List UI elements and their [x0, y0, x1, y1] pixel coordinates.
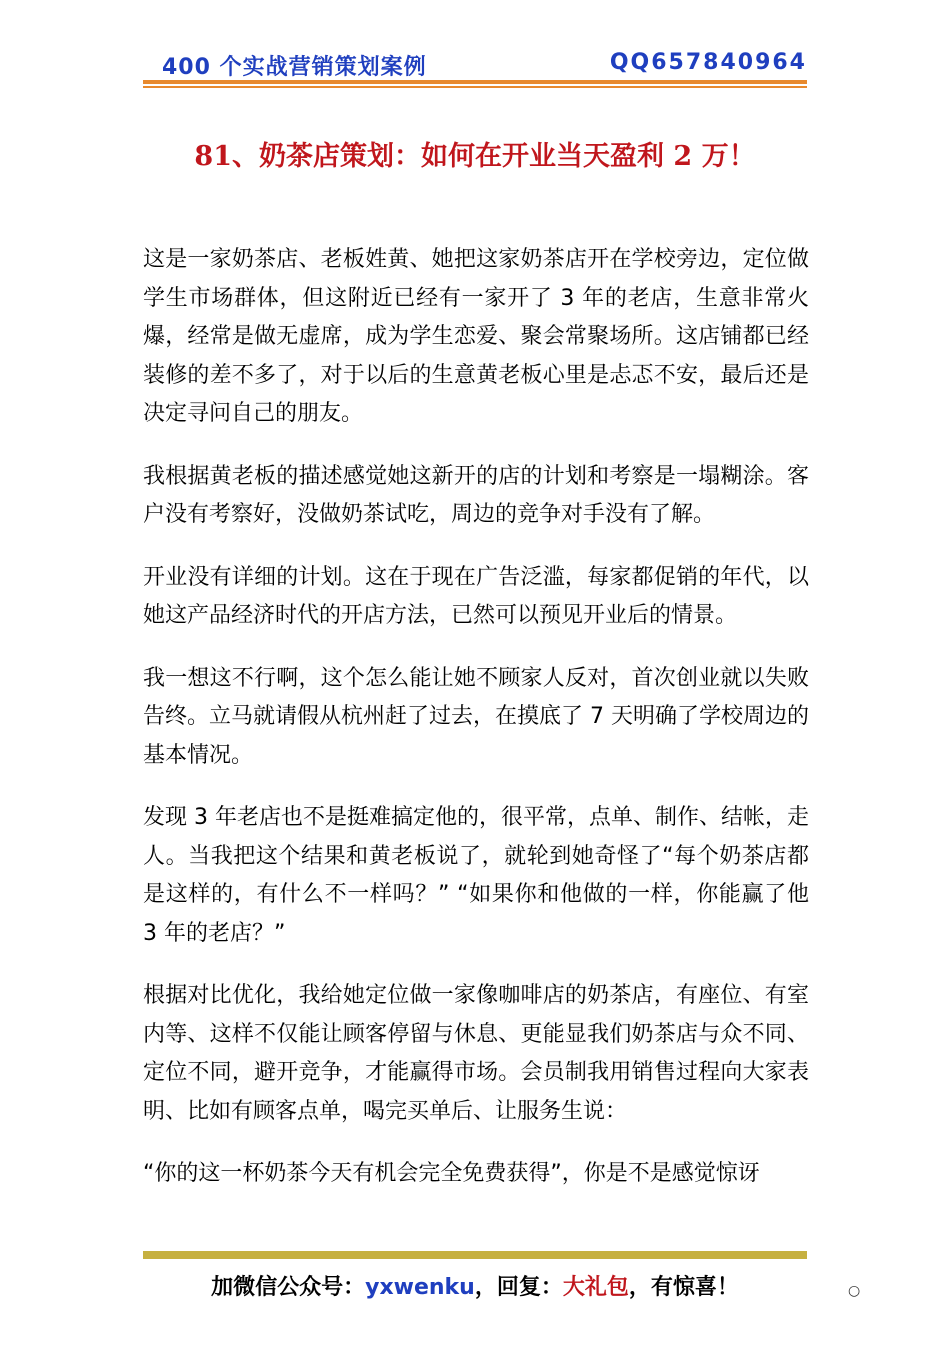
paragraph: 我根据黄老板的描述感觉她这新开的店的计划和考察是一塌糊涂。客户没有考察好，没做奶茶试吃，周边的竞争对手没有了解。	[143, 463, 809, 527]
footer-account: yxwenku	[365, 1275, 475, 1300]
footer-middle: ，回复：	[474, 1275, 563, 1300]
paragraph: 这是一家奶茶店、老板姓黄、她把这家奶茶店开在学校旁边，定位做学生市场群体，但这附近已经有一家开了 3 年的老店，生意非常火爆，经常是做无虚席，成为学生恋爱、聚会常聚场所。这店铺都已经装修的差不多了，对于以后的生意黄老板心里是忐忑不安，最后还是决定寻问自己的朋友。	[143, 247, 809, 426]
paragraph: 我一想这不行啊，这个怎么能让她不顾家人反对，首次创业就以失败告终。立马就请假从杭州赶了过去，在摸底了 7 天明确了学校周边的基本情况。	[143, 665, 809, 768]
footer-keyword: 大礼包	[562, 1275, 629, 1300]
footer-suffix: ，有惊喜！	[628, 1275, 739, 1300]
header-title: 400 个实战营销策划案例	[162, 55, 427, 80]
footer-divider	[143, 1251, 807, 1259]
header-divider	[143, 80, 807, 84]
header-contact: QQ657840964	[609, 50, 807, 75]
article-body	[143, 241, 809, 1218]
footer-prefix: 加微信公众号：	[211, 1275, 366, 1300]
article-title: 81、奶茶店策划：如何在开业当天盈利 2 万！	[194, 141, 756, 172]
paragraph: 开业没有详细的计划。这在于现在广告泛滥，每家都促销的年代，以她这产品经济时代的开店方法，已然可以预见开业后的情景。	[143, 564, 809, 628]
paragraph: 发现 3 年老店也不是挺难搞定他的，很平常，点单、制作、结帐，走人。当我把这个结果和黄老板说了，就轮到她奇怪了“每个奶茶店都是这样的，有什么不一样吗？” “如果你和他做的一样，你能赢了他 3 年的老店？”	[143, 805, 809, 946]
footer-promo	[0, 1270, 950, 1301]
page-marker: ○	[848, 1283, 861, 1299]
paragraph: “你的这一杯奶茶今天有机会完全免费获得”，你是不是感觉惊讶	[143, 1161, 760, 1186]
header-divider-thin	[143, 86, 807, 88]
paragraph: 根据对比优化，我给她定位做一家像咖啡店的奶茶店，有座位、有室内等、这样不仅能让顾客停留与休息、更能显我们奶茶店与众不同、定位不同，避开竞争，才能赢得市场。会员制我用销售过程向大家表明、比如有顾客点单，喝完买单后、让服务生说：	[143, 983, 809, 1124]
